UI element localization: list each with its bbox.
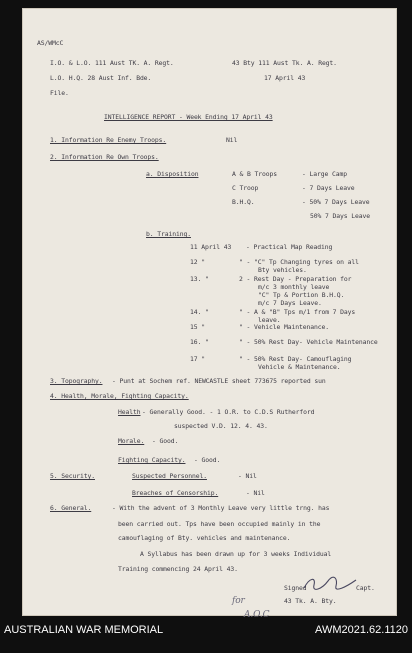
health-text: - Generally Good. - 1 O.R. to C.D.S Rutherford	[142, 408, 315, 416]
training-activity-cont: m/c 3 monthly leave	[258, 283, 330, 291]
training-day: 16. "	[190, 338, 209, 346]
section-1-label: 1. Information Re Enemy Troops.	[50, 136, 167, 144]
signature-oc: A.O.C	[244, 610, 270, 620]
disposition-unit: B.H.Q.	[232, 198, 255, 206]
suspected-personnel-label: Suspected Personnel.	[132, 472, 207, 480]
disposition-status: - 7 Days Leave	[302, 184, 355, 192]
file-label: File.	[50, 89, 69, 97]
section-3-text: - Punt at Sochem ref. NEWCASTLE sheet 773675 reported sun	[112, 377, 326, 385]
training-activity-cont: m/c 7 Days Leave.	[258, 299, 322, 307]
section-6-line: camouflaging of Bty. vehicles and maintenance.	[118, 534, 291, 542]
disposition-status: - 50% 7 Days Leave	[302, 198, 370, 206]
suspected-personnel-value: - Nil	[238, 472, 257, 480]
training-activity: " - Vehicle Maintenance.	[239, 323, 329, 331]
footer-accession-number: AWM2021.62.1120	[315, 624, 408, 636]
training-day: 11 April 43	[190, 243, 232, 251]
censorship-label: Breaches of Censorship.	[132, 489, 219, 497]
handwritten-signature	[302, 575, 358, 593]
health-text-cont: suspected V.D. 12. 4. 43.	[174, 422, 268, 430]
training-day: 13. "	[190, 275, 209, 283]
disposition-unit: A & B Troops	[232, 170, 277, 178]
section-6-line: been carried out. Tps have been occupied mainly in the	[118, 520, 321, 528]
training-activity: " - 50% Rest Day- Camouflaging	[239, 355, 352, 363]
training-activity: 2 - Rest Day - Preparation for	[239, 275, 352, 283]
signature-for: for	[232, 596, 245, 606]
footer-institution: AUSTRALIAN WAR MEMORIAL	[4, 624, 164, 636]
section-1-value: Nil	[226, 136, 238, 144]
reference-code: AS/WMcC	[37, 39, 64, 47]
fighting-capacity-label: Fighting Capacity.	[118, 456, 186, 464]
training-activity-cont: Vehicle & Maintenance.	[258, 363, 341, 371]
disposition-status: - Large Camp	[302, 170, 347, 178]
training-label: b. Training.	[146, 230, 191, 238]
morale-text: - Good.	[152, 437, 179, 445]
training-day: 14. "	[190, 308, 209, 316]
morale-label: Morale.	[118, 437, 145, 445]
training-activity: " - 50% Rest Day- Vehicle Maintenance	[239, 338, 378, 346]
training-activity: " - A & "B" Tps m/1 from 7 Days	[239, 308, 356, 316]
training-activity-cont: leave.	[258, 316, 281, 324]
training-activity: " - "C" Tp Changing tyres on all	[239, 258, 359, 266]
cc-line: L.O. H.Q. 28 Aust Inf. Bde.	[50, 74, 152, 82]
training-activity-cont: Bty vehicles.	[258, 266, 307, 274]
section-3-label: 3. Topography.	[50, 377, 103, 385]
training-day: 15 "	[190, 323, 205, 331]
document-date: 17 April 43	[264, 74, 306, 82]
training-day: 17 "	[190, 355, 205, 363]
section-6-line: - With the advent of 3 Monthly Leave very little trng. has	[112, 504, 330, 512]
disposition-label: a. Disposition	[146, 170, 199, 178]
from-unit: 43 Bty 111 Aust Tk. A. Regt.	[232, 59, 337, 67]
section-5-label: 5. Security.	[50, 472, 95, 480]
health-label: Health	[118, 408, 141, 416]
training-day: 12 "	[190, 258, 205, 266]
disposition-unit: C Troop	[232, 184, 259, 192]
section-6-line: Training commencing 24 April 43.	[118, 565, 238, 573]
section-6-label: 6. General.	[50, 504, 92, 512]
section-4-label: 4. Health, Morale, Fighting Capacity.	[50, 392, 189, 400]
signed-label: Signed	[284, 584, 307, 592]
report-title: INTELLIGENCE REPORT - Week Ending 17 April 43	[104, 113, 273, 121]
fighting-capacity-text: - Good.	[194, 456, 221, 464]
censorship-value: - Nil	[246, 489, 265, 497]
section-6-line: A Syllabus has been drawn up for 3 weeks Individual	[140, 550, 332, 558]
training-activity: - Practical Map Reading	[246, 243, 333, 251]
section-2-label: 2. Information Re Own Troops.	[50, 153, 159, 161]
training-activity: "C" Tp & Portion B.H.Q.	[258, 291, 345, 299]
signature-unit: 43 Tk. A. Bty.	[284, 597, 337, 605]
signed-rank: Capt.	[356, 584, 375, 592]
disposition-status: 50% 7 Days Leave	[310, 212, 370, 220]
to-line: I.O. & L.O. 111 Aust TK. A. Regt.	[50, 59, 174, 67]
